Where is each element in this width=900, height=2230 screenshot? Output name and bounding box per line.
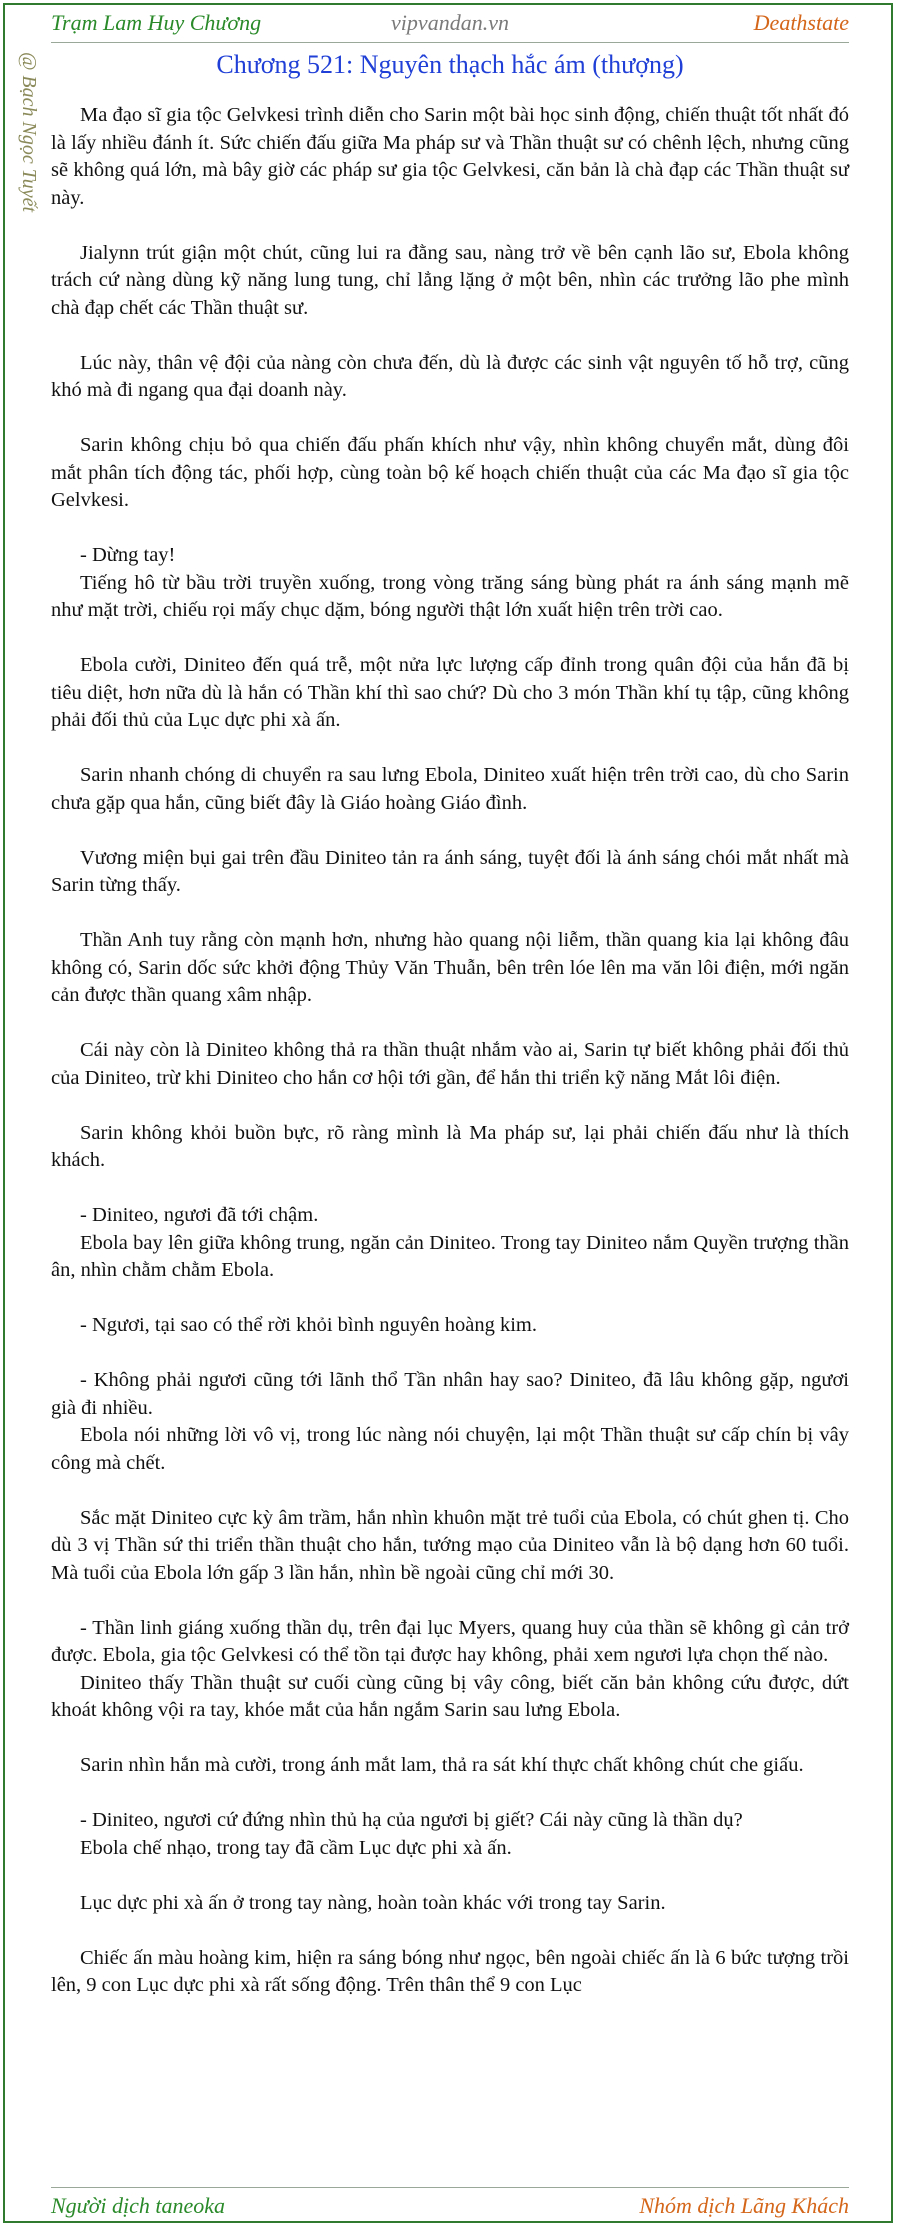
paragraph: - Ngươi, tại sao có thể rời khỏi bình nguyên hoàng kim. <box>80 1314 537 1336</box>
paragraph: - Không phải ngươi cũng tới lãnh thổ Tần nhân hay sao? Diniteo, đã lâu không gặp, ngươi già đi nhiều. <box>51 1369 849 1419</box>
paragraph: Diniteo thấy Thần thuật sư cuối cùng cũng bị vây công, biết căn bản không cứu được, dứt khoát không vội ra tay, khóe mắt của hắn ngắm Sarin sau lưng Ebola. <box>51 1671 849 1721</box>
paragraph: - Thần linh giáng xuống thần dụ, trên đại lục Myers, quang huy của thần sẽ không gì cản trở được. Ebola, gia tộc Gelvkesi có thể tồn tại được hay không, phải xem ngươi lựa chọn thế nào. <box>51 1616 849 1666</box>
paragraph: Jialynn trút giận một chút, cũng lui ra đằng sau, nàng trở về bên cạnh lão sư, Ebola không trách cứ nàng dùng kỹ năng lung tung, chỉ lẳng lặng ở một bên, nhìn các trưởng lão phe mình chà đạp chết các Thần thuật sư. <box>51 241 849 319</box>
paragraph: Ebola cười, Diniteo đến quá trễ, một nửa lực lượng cấp đỉnh trong quân đội của hắn đã bị tiêu diệt, hơn nữa dù là hắn có Thần khí thì sao chứ? Dù cho 3 món Thần khí tụ tập, cũng không phải đối thủ của Lục dực phi xà ấn. <box>51 654 849 731</box>
paragraph: Sarin không chịu bỏ qua chiến đấu phấn khích như vậy, nhìn không chuyển mắt, dùng đôi mắt phân tích động tác, phối hợp, cùng toàn bộ kế hoạch chiến thuật của các Ma đạo sĩ gia tộc Gelvkesi. <box>51 434 849 511</box>
page-header <box>51 8 849 43</box>
page-footer <box>51 2187 849 2222</box>
header-website: vipvandan.vn <box>391 10 509 35</box>
paragraph: Sarin nhìn hắn mà cười, trong ánh mắt lam, thả ra sát khí thực chất không chút che giấu. <box>80 1754 804 1776</box>
paragraph: Lục dực phi xà ấn ở trong tay nàng, hoàn toàn khác với trong tay Sarin. <box>80 1891 666 1914</box>
paragraph: Cái này còn là Diniteo không thả ra thần thuật nhắm vào ai, Sarin tự biết không phải đối thủ của Diniteo, trừ khi Diniteo cho hắn cơ hội tới gần, để hắn thi triển kỹ năng Mắt lôi điện. <box>51 1039 849 1089</box>
paragraph: Sắc mặt Diniteo cực kỳ âm trầm, hắn nhìn khuôn mặt trẻ tuổi của Ebola, có chút ghen tị. Cho dù 3 vị Thần sứ thi triển thần thuật cho hắn, tướng mạo của Diniteo vẫn là bộ dạng hơn 60 tuổi. Mà tuổi của Ebola lớn gấp 3 lần hắn, nhìn bề ngoài cũng chỉ mới 30. <box>51 1506 849 1584</box>
paragraph: - Diniteo, ngươi đã tới chậm. <box>80 1204 319 1226</box>
paragraph: Ma đạo sĩ gia tộc Gelvkesi trình diễn cho Sarin một bài học sinh động, chiến thuật tốt nhất đó là lấy nhiều đánh ít. Sức chiến đấu giữa Ma pháp sư và Thần thuật sư có chênh lệch, nhưng cũng sẽ không quá lớn, mà bây giờ các pháp sư gia tộc Gelvkesi, căn bản là chà đạp các Thần thuật sư này. <box>51 104 849 209</box>
paragraph: Sarin không khỏi buồn bực, rõ ràng mình là Ma pháp sư, lại phải chiến đấu như là thích khách. <box>51 1121 849 1171</box>
paragraph: Thần Anh tuy rằng còn mạnh hơn, nhưng hào quang nội liễm, thần quang kia lại không đâu không có, Sarin dốc sức khởi động Thủy Văn Thuẫn, bên trên lóe lên ma văn lôi điện, mới ngăn cản được thần quang xâm nhập. <box>51 929 849 1006</box>
chapter-title: Chương 521: Nguyên thạch hắc ám (thượng) <box>216 50 684 79</box>
paragraph: Ebola chế nhạo, trong tay đã cầm Lục dực phi xà ấn. <box>80 1836 512 1859</box>
paragraph: Ebola nói những lời vô vị, trong lúc nàng nói chuyện, lại một Thần thuật sư cấp chín bị vây công mà chết. <box>51 1424 849 1474</box>
side-watermark: @ Bạch Ngọc Tuyết <box>18 52 40 213</box>
paragraph: Tiếng hô từ bầu trời truyền xuống, trong vòng trăng sáng bùng phát ra ánh sáng mạnh mẽ như mặt trời, chiếu rọi mấy chục dặm, bóng người thật lớn xuất hiện trên trời cao. <box>51 571 849 621</box>
chapter-body <box>51 102 849 2000</box>
paragraph: Ebola bay lên giữa không trung, ngăn cản Diniteo. Trong tay Diniteo nắm Quyền trượng thần ân, nhìn chằm chằm Ebola. <box>51 1231 849 1281</box>
header-site-name: Trạm Lam Huy Chương <box>51 10 262 35</box>
paragraph: Chiếc ấn màu hoàng kim, hiện ra sáng bóng như ngọc, bên ngoài chiếc ấn là 6 bức tượng trồi lên, 9 con Lục dực phi xà rất sống động. Trên thân thể 9 con Lục <box>51 1946 849 1996</box>
paragraph: Vương miện bụi gai trên đầu Diniteo tản ra ánh sáng, tuyệt đối là ánh sáng chói mắt nhất mà Sarin từng thấy. <box>51 846 849 896</box>
paragraph: - Diniteo, ngươi cứ đứng nhìn thủ hạ của ngươi bị giết? Cái này cũng là thần dụ? <box>80 1809 743 1831</box>
paragraph: Sarin nhanh chóng di chuyển ra sau lưng Ebola, Diniteo xuất hiện trên trời cao, dù cho Sarin chưa gặp qua hắn, cũng biết đây là Giáo hoàng Giáo đình. <box>51 764 849 814</box>
footer-group: Nhóm dịch Lãng Khách <box>639 2193 849 2218</box>
footer-translator: Người dịch taneoka <box>51 2193 226 2218</box>
header-author: Deathstate <box>753 10 849 35</box>
paragraph: - Dừng tay! <box>80 544 176 566</box>
paragraph: Lúc này, thân vệ đội của nàng còn chưa đến, dù là được các sinh vật nguyên tố hỗ trợ, cũng khó mà đi ngang qua đại doanh này. <box>51 351 849 401</box>
